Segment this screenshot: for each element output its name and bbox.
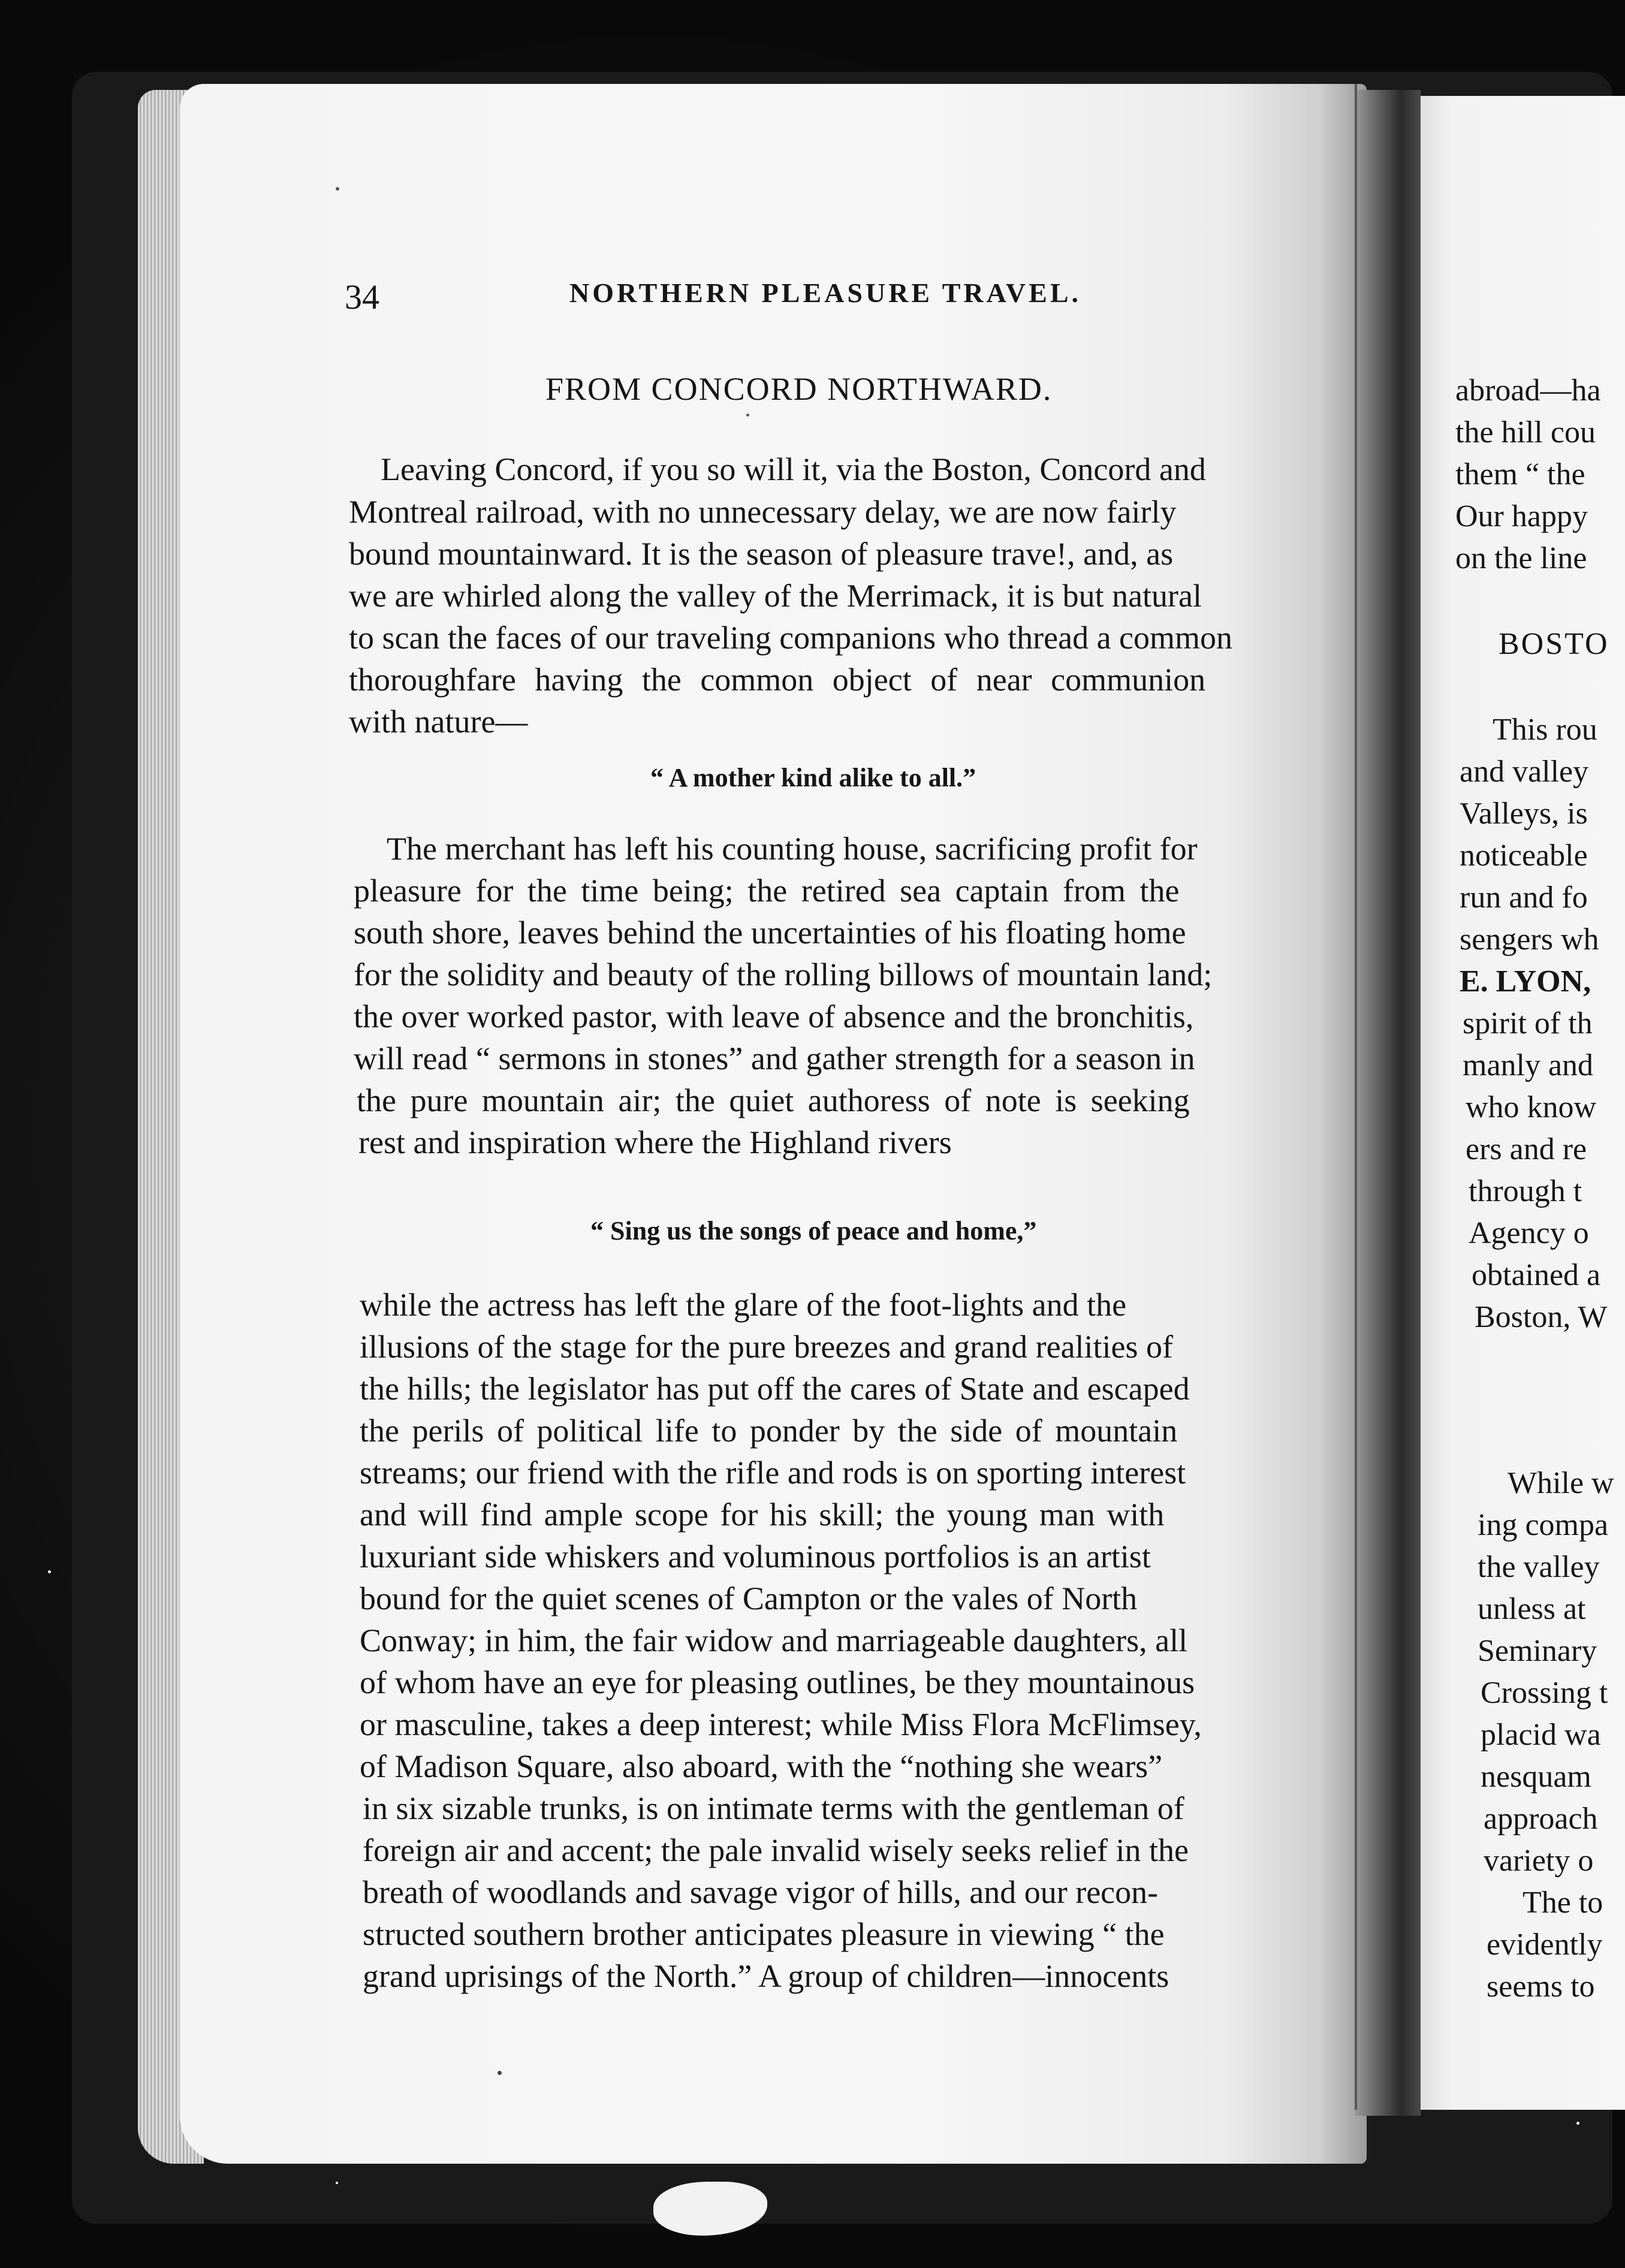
- paragraph-line: south shore, leaves behind the uncertainties of his floating home: [354, 915, 1186, 951]
- right-page-line: and valley: [1460, 755, 1589, 789]
- paragraph-line: grand uprisings of the North.” A group of children—innocents: [363, 1958, 1169, 1994]
- paragraph-line: of whom have an eye for pleasing outlines, be they mountainous: [360, 1664, 1195, 1700]
- paragraph-line: we are whirled along the valley of the Merrimack, it is but natural: [349, 578, 1202, 614]
- paragraph-line: The merchant has left his counting house, sacrificing profit for: [387, 831, 1198, 867]
- paragraph-line: the hills; the legislator has put off the cares of State and escaped: [360, 1371, 1190, 1407]
- paragraph-line: structed southern brother anticipates pleasure in viewing “ the: [363, 1916, 1165, 1952]
- right-page-line: This rou: [1493, 713, 1597, 747]
- page-fold-line: [1355, 84, 1357, 2110]
- dust-speck: [746, 414, 749, 417]
- right-page-line: Our happy: [1455, 499, 1588, 533]
- right-page-line: approach: [1484, 1802, 1598, 1836]
- paragraph-line: with nature—: [349, 704, 528, 740]
- dust-speck: [48, 1570, 51, 1573]
- right-page-line: obtained a: [1472, 1258, 1601, 1292]
- right-page-line: nesquam: [1481, 1760, 1591, 1794]
- paragraph-line: bound mountainward. It is the season of pleasure trave!, and, as: [349, 536, 1174, 572]
- paragraph-line: rest and inspiration where the Highland rivers: [358, 1124, 952, 1160]
- epigraph-quote: “ Sing us the songs of peace and home,”: [590, 1216, 1037, 1245]
- right-page-line: the hill cou: [1455, 415, 1596, 450]
- right-page-line: manly and: [1463, 1048, 1594, 1082]
- right-page-line: Boston, W: [1475, 1300, 1608, 1334]
- paragraph-line: the over worked pastor, with leave of absence and the bronchitis,: [354, 999, 1194, 1035]
- right-page-line: on the line: [1455, 541, 1587, 575]
- right-page-line: ers and re: [1466, 1132, 1587, 1166]
- right-page-line: them “ the: [1455, 457, 1585, 491]
- dust-speck: [1576, 2122, 1579, 2125]
- paragraph-line: of Madison Square, also aboard, with the “nothing she wears”: [360, 1748, 1163, 1784]
- right-page-line: Crossing t: [1481, 1676, 1608, 1710]
- right-page-heading: BOSTO: [1499, 627, 1609, 661]
- paragraph-line: thoroughfare having the common object of near communion: [349, 662, 1206, 698]
- dust-speck: [336, 187, 339, 191]
- right-page-line: through t: [1469, 1174, 1582, 1208]
- right-page-line: spirit of th: [1463, 1006, 1593, 1040]
- paragraph-line: or masculine, takes a deep interest; while Miss Flora McFlimsey,: [360, 1706, 1202, 1742]
- right-page-line: the valley: [1478, 1550, 1600, 1584]
- right-page-line: Seminary: [1478, 1634, 1597, 1668]
- epigraph-quote: “ A mother kind alike to all.”: [650, 763, 976, 792]
- right-page-line: variety o: [1484, 1844, 1594, 1878]
- right-page-line: placid wa: [1481, 1718, 1601, 1752]
- book-gutter: [1355, 90, 1421, 2116]
- paragraph-line: Leaving Concord, if you so will it, via the Boston, Concord and: [381, 451, 1206, 487]
- page-number: 34: [345, 278, 379, 316]
- paragraph-line: in six sizable trunks, is on intimate terms with the gentleman of: [363, 1790, 1184, 1826]
- dust-speck: [336, 2182, 338, 2184]
- paragraph-line: Conway; in him, the fair widow and marriageable daughters, all: [360, 1622, 1188, 1658]
- right-page-line: evidently: [1487, 1928, 1603, 1962]
- right-page-line: The to: [1523, 1886, 1603, 1920]
- right-page-line: noticeable: [1460, 839, 1588, 873]
- paragraph-line: illusions of the stage for the pure breezes and grand realities of: [360, 1329, 1174, 1365]
- paragraph-line: while the actress has left the glare of the foot-lights and the: [360, 1287, 1127, 1323]
- running-head: NORTHERN PLEASURE TRAVEL.: [569, 278, 1082, 308]
- right-page-line: Valleys, is: [1460, 797, 1588, 831]
- paragraph-line: to scan the faces of our traveling companions who thread a common: [349, 620, 1233, 656]
- paragraph-line: the pure mountain air; the quiet authoress of note is seeking: [357, 1082, 1190, 1118]
- dust-speck: [498, 2071, 502, 2075]
- right-page-line: While w: [1508, 1466, 1614, 1500]
- paragraph-line: for the solidity and beauty of the rolling billows of mountain land;: [354, 957, 1213, 993]
- paragraph-line: will read “ sermons in stones” and gather strength for a season in: [354, 1040, 1195, 1076]
- paragraph-line: pleasure for the time being; the retired sea captain from the: [354, 873, 1180, 909]
- right-page-line: seems to: [1487, 1970, 1595, 2004]
- paragraph-line: breath of woodlands and savage vigor of hills, and our recon-: [363, 1874, 1159, 1910]
- paragraph-line: streams; our friend with the rifle and rods is on sporting interest: [360, 1455, 1186, 1491]
- right-page-line: who know: [1466, 1090, 1597, 1124]
- paragraph-line: luxuriant side whiskers and voluminous portfolios is an artist: [360, 1539, 1151, 1575]
- paragraph-line: Montreal railroad, with no unnecessary delay, we are now fairly: [349, 494, 1177, 530]
- right-page-line: unless at: [1478, 1592, 1586, 1626]
- right-page-line: E. LYON,: [1460, 964, 1591, 999]
- paragraph-line: foreign air and accent; the pale invalid wisely seeks relief in the: [363, 1832, 1189, 1868]
- paragraph-line: and will find ample scope for his skill; the young man with: [360, 1497, 1165, 1533]
- section-title: FROM CONCORD NORTHWARD.: [545, 371, 1053, 407]
- right-page-line: run and fo: [1460, 880, 1588, 915]
- right-page-line: abroad—ha: [1455, 373, 1601, 408]
- right-page-line: sengers wh: [1460, 922, 1599, 957]
- right-page-line: Agency o: [1469, 1216, 1589, 1250]
- right-page-line: ing compa: [1478, 1508, 1609, 1542]
- paragraph-line: bound for the quiet scenes of Campton or the vales of North: [360, 1581, 1138, 1616]
- paragraph-line: the perils of political life to ponder by the side of mountain: [360, 1413, 1178, 1449]
